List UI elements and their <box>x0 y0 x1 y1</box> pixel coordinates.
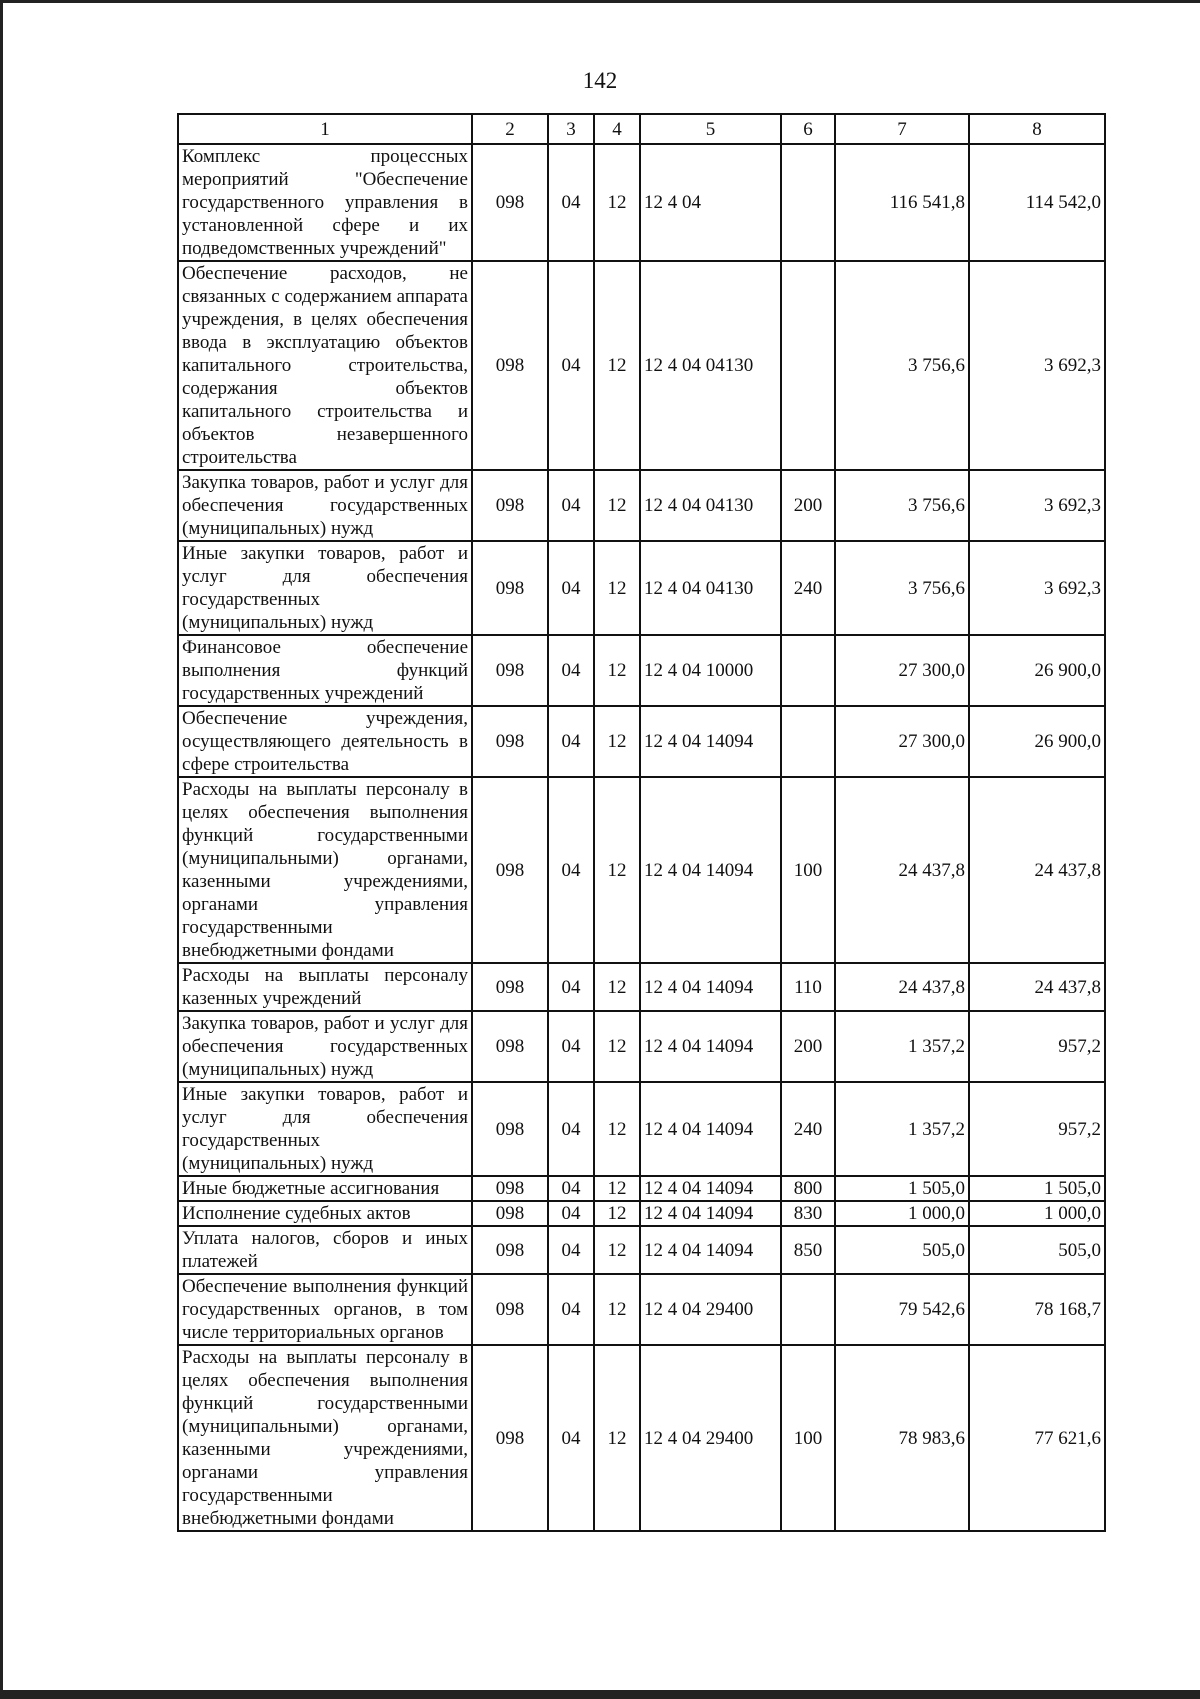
row-col-8: 78 168,7 <box>969 1274 1105 1345</box>
row-col-4: 12 <box>594 144 640 261</box>
row-col-6: 100 <box>781 1345 835 1531</box>
row-col-4: 12 <box>594 470 640 541</box>
row-col-4: 12 <box>594 1226 640 1274</box>
row-col-8: 957,2 <box>969 1082 1105 1176</box>
row-col-3: 04 <box>548 777 594 963</box>
row-col-3: 04 <box>548 1176 594 1201</box>
row-col-7: 1 357,2 <box>835 1082 969 1176</box>
row-col-2: 098 <box>472 777 548 963</box>
column-header: 5 <box>640 114 781 144</box>
row-col-6: 850 <box>781 1226 835 1274</box>
row-col-8: 26 900,0 <box>969 706 1105 777</box>
row-col-4: 12 <box>594 1082 640 1176</box>
row-col-8: 77 621,6 <box>969 1345 1105 1531</box>
table-row <box>178 261 1105 470</box>
row-name: Иные закупки товаров, работ и услуг для обеспечения государственных (муниципальных) нужд <box>178 541 472 635</box>
row-col-3: 04 <box>548 261 594 470</box>
row-col-2: 098 <box>472 1274 548 1345</box>
column-header: 6 <box>781 114 835 144</box>
budget-table <box>177 113 1106 1532</box>
row-col-3: 04 <box>548 1345 594 1531</box>
row-col-8: 1 505,0 <box>969 1176 1105 1201</box>
row-col-7: 24 437,8 <box>835 777 969 963</box>
column-header: 7 <box>835 114 969 144</box>
row-col-8: 957,2 <box>969 1011 1105 1082</box>
row-col-4: 12 <box>594 963 640 1011</box>
row-col-7: 505,0 <box>835 1226 969 1274</box>
row-name: Комплекс процессных мероприятий "Обеспечение государственного управления в установленной сфере и их подведомственных учреждений" <box>178 144 472 261</box>
row-col-5: 12 4 04 14094 <box>640 1011 781 1082</box>
row-col-7: 1 357,2 <box>835 1011 969 1082</box>
row-col-6: 240 <box>781 541 835 635</box>
row-col-4: 12 <box>594 1011 640 1082</box>
table-row <box>178 1274 1105 1345</box>
row-col-8: 114 542,0 <box>969 144 1105 261</box>
row-col-6: 110 <box>781 963 835 1011</box>
row-col-5: 12 4 04 14094 <box>640 1201 781 1226</box>
row-col-6: 240 <box>781 1082 835 1176</box>
table-header-row <box>178 114 1105 144</box>
table-row <box>178 541 1105 635</box>
row-col-2: 098 <box>472 635 548 706</box>
row-col-8: 24 437,8 <box>969 777 1105 963</box>
row-col-3: 04 <box>548 635 594 706</box>
row-col-5: 12 4 04 04130 <box>640 261 781 470</box>
row-col-4: 12 <box>594 706 640 777</box>
row-col-8: 24 437,8 <box>969 963 1105 1011</box>
table-row <box>178 963 1105 1011</box>
column-header: 2 <box>472 114 548 144</box>
row-col-6 <box>781 1274 835 1345</box>
row-col-4: 12 <box>594 1345 640 1531</box>
column-header: 1 <box>178 114 472 144</box>
row-col-7: 79 542,6 <box>835 1274 969 1345</box>
row-col-3: 04 <box>548 963 594 1011</box>
row-col-2: 098 <box>472 1176 548 1201</box>
row-col-5: 12 4 04 29400 <box>640 1345 781 1531</box>
row-col-5: 12 4 04 29400 <box>640 1274 781 1345</box>
row-col-6 <box>781 261 835 470</box>
row-col-8: 1 000,0 <box>969 1201 1105 1226</box>
row-col-6 <box>781 706 835 777</box>
row-name: Расходы на выплаты персоналу в целях обеспечения выполнения функций государственными (муниципальными) органами, казенными учреждениями, органами управления государственными внебюджетными фондами <box>178 1345 472 1531</box>
row-col-2: 098 <box>472 1011 548 1082</box>
row-col-7: 3 756,6 <box>835 470 969 541</box>
scan-edge-top <box>0 0 1200 3</box>
row-col-3: 04 <box>548 1274 594 1345</box>
row-col-2: 098 <box>472 1345 548 1531</box>
row-col-7: 27 300,0 <box>835 635 969 706</box>
row-col-7: 24 437,8 <box>835 963 969 1011</box>
row-col-7: 1 505,0 <box>835 1176 969 1201</box>
row-col-3: 04 <box>548 1082 594 1176</box>
row-col-8: 3 692,3 <box>969 470 1105 541</box>
column-header: 4 <box>594 114 640 144</box>
column-header: 8 <box>969 114 1105 144</box>
row-col-3: 04 <box>548 144 594 261</box>
row-col-5: 12 4 04 14094 <box>640 1082 781 1176</box>
row-col-3: 04 <box>548 1226 594 1274</box>
column-header: 3 <box>548 114 594 144</box>
table-row <box>178 1345 1105 1531</box>
row-col-6 <box>781 635 835 706</box>
table-row <box>178 635 1105 706</box>
row-col-6 <box>781 144 835 261</box>
table-row <box>178 144 1105 261</box>
table-row <box>178 1226 1105 1274</box>
row-col-4: 12 <box>594 541 640 635</box>
row-name: Закупка товаров, работ и услуг для обеспечения государственных (муниципальных) нужд <box>178 470 472 541</box>
row-col-2: 098 <box>472 470 548 541</box>
row-name: Обеспечение расходов, не связанных с содержанием аппарата учреждения, в целях обеспечения ввода в эксплуатацию объектов капитального строительства, содержания объектов капитального строительства и объектов незавершенного строительства <box>178 261 472 470</box>
row-name: Исполнение судебных актов <box>178 1201 472 1226</box>
scan-edge-left <box>0 0 3 1699</box>
row-col-2: 098 <box>472 963 548 1011</box>
page-number: 142 <box>582 68 618 93</box>
table-row <box>178 777 1105 963</box>
row-col-2: 098 <box>472 1082 548 1176</box>
row-col-4: 12 <box>594 635 640 706</box>
row-col-2: 098 <box>472 261 548 470</box>
row-col-4: 12 <box>594 1176 640 1201</box>
row-col-3: 04 <box>548 470 594 541</box>
row-col-8: 3 692,3 <box>969 261 1105 470</box>
row-name: Расходы на выплаты персоналу в целях обеспечения выполнения функций государственными (муниципальными) органами, казенными учреждениями, органами управления государственными внебюджетными фондами <box>178 777 472 963</box>
row-col-7: 1 000,0 <box>835 1201 969 1226</box>
row-name: Закупка товаров, работ и услуг для обеспечения государственных (муниципальных) нужд <box>178 1011 472 1082</box>
row-col-4: 12 <box>594 261 640 470</box>
table-row <box>178 1011 1105 1082</box>
row-col-2: 098 <box>472 144 548 261</box>
row-col-3: 04 <box>548 541 594 635</box>
row-col-2: 098 <box>472 1201 548 1226</box>
row-col-7: 3 756,6 <box>835 261 969 470</box>
row-col-6: 100 <box>781 777 835 963</box>
table-row <box>178 1176 1105 1201</box>
row-col-6: 200 <box>781 1011 835 1082</box>
row-col-8: 505,0 <box>969 1226 1105 1274</box>
row-col-5: 12 4 04 14094 <box>640 963 781 1011</box>
row-col-7: 78 983,6 <box>835 1345 969 1531</box>
row-name: Уплата налогов, сборов и иных платежей <box>178 1226 472 1274</box>
row-col-5: 12 4 04 04130 <box>640 470 781 541</box>
row-col-8: 3 692,3 <box>969 541 1105 635</box>
row-col-3: 04 <box>548 1011 594 1082</box>
row-col-4: 12 <box>594 1274 640 1345</box>
row-col-5: 12 4 04 14094 <box>640 777 781 963</box>
row-col-5: 12 4 04 10000 <box>640 635 781 706</box>
row-name: Обеспечение выполнения функций государственных органов, в том числе территориальных органов <box>178 1274 472 1345</box>
row-col-4: 12 <box>594 777 640 963</box>
scan-edge-bottom <box>0 1690 1200 1699</box>
row-col-5: 12 4 04 04130 <box>640 541 781 635</box>
row-col-5: 12 4 04 14094 <box>640 706 781 777</box>
row-col-2: 098 <box>472 1226 548 1274</box>
table-row <box>178 470 1105 541</box>
row-name: Иные закупки товаров, работ и услуг для обеспечения государственных (муниципальных) нужд <box>178 1082 472 1176</box>
row-name: Иные бюджетные ассигнования <box>178 1176 472 1201</box>
row-col-6: 200 <box>781 470 835 541</box>
table-row <box>178 1082 1105 1176</box>
row-col-7: 27 300,0 <box>835 706 969 777</box>
row-name: Финансовое обеспечение выполнения функций государственных учреждений <box>178 635 472 706</box>
row-col-5: 12 4 04 <box>640 144 781 261</box>
row-col-2: 098 <box>472 541 548 635</box>
table-row <box>178 1201 1105 1226</box>
table-row <box>178 706 1105 777</box>
row-col-5: 12 4 04 14094 <box>640 1176 781 1201</box>
row-col-3: 04 <box>548 1201 594 1226</box>
row-col-7: 116 541,8 <box>835 144 969 261</box>
row-col-2: 098 <box>472 706 548 777</box>
row-col-3: 04 <box>548 706 594 777</box>
row-col-7: 3 756,6 <box>835 541 969 635</box>
row-col-6: 830 <box>781 1201 835 1226</box>
row-name: Обеспечение учреждения, осуществляющего деятельность в сфере строительства <box>178 706 472 777</box>
row-col-4: 12 <box>594 1201 640 1226</box>
row-col-5: 12 4 04 14094 <box>640 1226 781 1274</box>
row-col-8: 26 900,0 <box>969 635 1105 706</box>
row-name: Расходы на выплаты персоналу казенных учреждений <box>178 963 472 1011</box>
row-col-6: 800 <box>781 1176 835 1201</box>
